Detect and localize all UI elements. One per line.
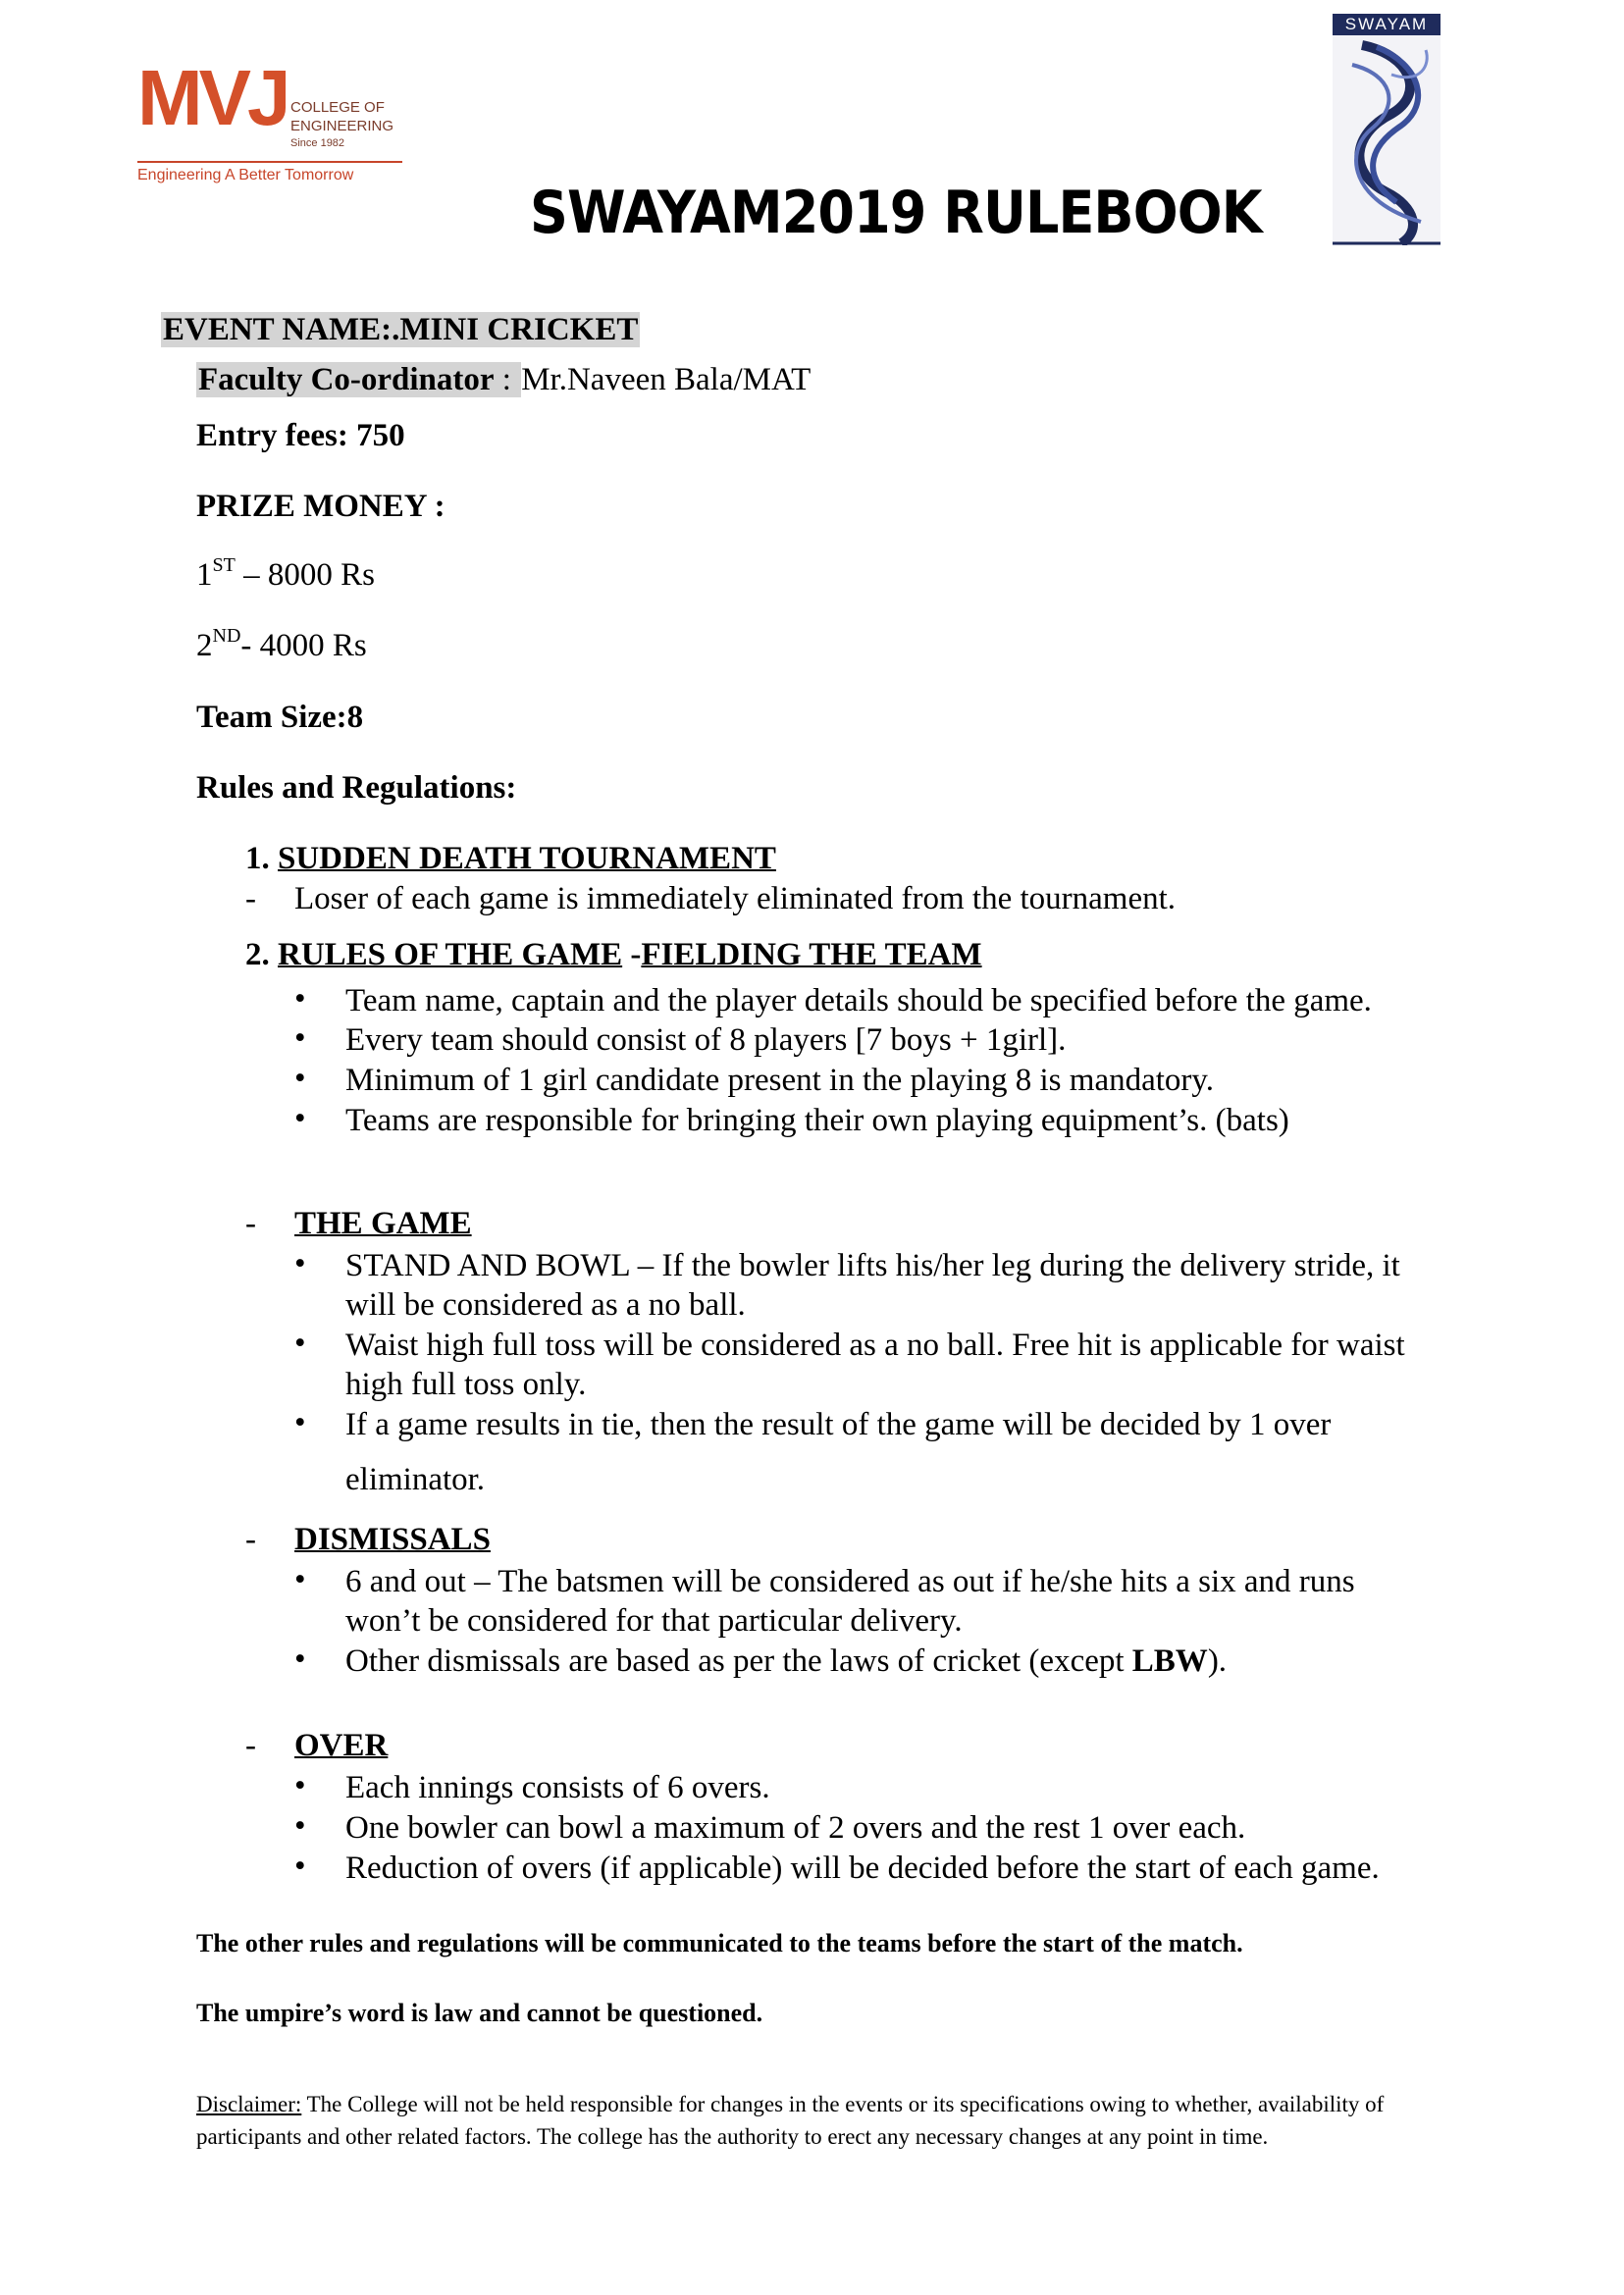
- list-item-text: Minimum of 1 girl candidate present in the playing 8 is mandatory.: [345, 1063, 1215, 1098]
- lbw-text: LBW: [1131, 1643, 1208, 1679]
- dash-marker: -: [245, 1206, 256, 1241]
- disclaimer: [196, 2088, 1442, 2153]
- mvj-logo-mark: MVJ: [137, 54, 288, 141]
- bullet-marker: •: [294, 1405, 306, 1440]
- mvj-logo-college: [290, 98, 393, 135]
- bullet-marker: •: [294, 1849, 306, 1884]
- swayam-swirl-graphic: [1333, 35, 1441, 245]
- mvj-tagline: Engineering A Better Tomorrow: [137, 161, 402, 184]
- list-item-text-cont: will be considered as a no ball.: [345, 1287, 746, 1323]
- team-size: Team Size:8: [196, 700, 364, 735]
- bullet-marker: •: [294, 1246, 306, 1281]
- list-item-text: Reduction of overs (if applicable) will be decided before the start of each game.: [345, 1851, 1380, 1886]
- list-item-text: Each innings consists of 6 overs.: [345, 1770, 770, 1805]
- bullet-marker: •: [294, 1642, 306, 1677]
- list-item-text: Waist high full toss will be considered as a no ball. Free hit is applicable for waist: [345, 1328, 1405, 1363]
- prize-money-heading: PRIZE MONEY :: [196, 489, 445, 524]
- list-item-text: Other dismissals are based as per the laws of cricket (except: [345, 1643, 1132, 1679]
- list-item-text: Every team should consist of 8 players [7 boys + 1girl].: [345, 1022, 1067, 1058]
- prize-second-amount: - 4000 Rs: [240, 628, 367, 663]
- list-item-text-cont: high full toss only.: [345, 1367, 587, 1402]
- bullet-marker: •: [294, 1768, 306, 1803]
- bullet-marker: •: [294, 1326, 306, 1361]
- prize-first-amount: – 8000 Rs: [235, 557, 375, 593]
- section-1-title: SUDDEN DEATH TOURNAMENT: [278, 841, 776, 876]
- prize-second-sup: ND: [212, 625, 241, 647]
- section-fielding-heading: [245, 937, 982, 973]
- disclaimer-text: The College will not be held responsible for changes in the events or its specifications owing to whether, availability of participants and other related factors. The college has the authority to erect any necessary changes at any point in time.: [196, 2092, 1385, 2149]
- dismissals-heading: DISMISSALS: [294, 1522, 491, 1557]
- list-item-text: STAND AND BOWL – If the bowler lifts his/her leg during the delivery stride, it: [345, 1248, 1400, 1283]
- prize-first-sup: ST: [212, 554, 236, 576]
- faculty-value: Mr.Naveen Bala/MAT: [521, 362, 812, 397]
- prize-second: [196, 625, 367, 664]
- section-2-separator: -: [622, 937, 642, 972]
- over-heading: OVER: [294, 1728, 389, 1763]
- event-name: [161, 312, 640, 348]
- prize-second-num: 2: [196, 628, 213, 663]
- mvj-college-line1: COLLEGE OF: [290, 99, 385, 116]
- bullet-marker: •: [294, 1020, 306, 1056]
- faculty-label: Faculty Co-ordinator: [198, 362, 495, 397]
- rules-heading: Rules and Regulations:: [196, 770, 517, 806]
- bullet-marker: •: [294, 1562, 306, 1597]
- note-umpire: The umpire’s word is law and cannot be questioned.: [196, 1999, 763, 2027]
- swayam-logo: [1333, 14, 1441, 245]
- list-item-text-cont: won’t be considered for that particular delivery.: [345, 1603, 963, 1639]
- bullet-marker: •: [294, 1061, 306, 1096]
- list-item-text: One bowler can bowl a maximum of 2 overs and the rest 1 over each.: [345, 1810, 1246, 1846]
- section-1-text: Loser of each game is immediately eliminated from the tournament.: [294, 881, 1177, 916]
- faculty-coordinator: [196, 362, 811, 398]
- swayam-badge: SWAYAM: [1333, 14, 1441, 35]
- bullet-marker: •: [294, 1808, 306, 1844]
- list-item-text: Team name, captain and the player details should be specified before the game.: [345, 983, 1372, 1018]
- faculty-separator: :: [494, 362, 520, 397]
- mvj-logo: [137, 54, 402, 188]
- section-2-number: 2.: [245, 937, 278, 972]
- dash-marker: -: [245, 881, 256, 916]
- section-2-title-a: RULES OF THE GAME: [278, 937, 623, 972]
- list-item-text: 6 and out – The batsmen will be considered as out if he/she hits a six and runs: [345, 1564, 1355, 1599]
- section-2-title-b: FIELDING THE TEAM: [641, 937, 982, 972]
- list-item-text: Teams are responsible for bringing their own playing equipment’s. (bats): [345, 1103, 1289, 1138]
- list-item-text-end: ).: [1207, 1643, 1228, 1679]
- section-1-number: 1.: [245, 841, 278, 876]
- mvj-since: Since 1982: [290, 137, 345, 149]
- bullet-marker: •: [294, 1101, 306, 1136]
- document-title: SWAYAM2019 RULEBOOK: [530, 179, 1262, 247]
- dash-marker: -: [245, 1728, 256, 1763]
- the-game-heading: THE GAME: [294, 1206, 472, 1241]
- entry-fees: Entry fees: 750: [196, 418, 405, 453]
- disclaimer-label: Disclaimer:: [196, 2092, 302, 2116]
- note-other-rules: The other rules and regulations will be communicated to the teams before the start of the match.: [196, 1929, 1243, 1957]
- dash-marker: -: [245, 1522, 256, 1557]
- mvj-college-line2: ENGINEERING: [290, 118, 394, 134]
- bullet-marker: •: [294, 981, 306, 1017]
- section-sudden-death-heading: [245, 841, 776, 877]
- prize-first-num: 1: [196, 557, 213, 593]
- list-item-text: If a game results in tie, then the result of the game will be decided by 1 over: [345, 1407, 1332, 1442]
- prize-first: [196, 554, 375, 594]
- event-name-label: EVENT NAME:.MINI CRICKET: [163, 312, 639, 347]
- list-item-text-cont: eliminator.: [345, 1462, 486, 1497]
